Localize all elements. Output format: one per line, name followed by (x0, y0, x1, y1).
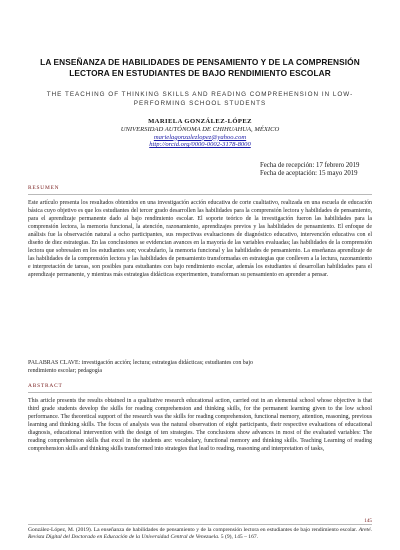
footer-divider (28, 524, 372, 525)
author-name: MARIELA GONZÁLEZ-LÓPEZ (148, 118, 252, 125)
author-email-link[interactable]: marielagonzalezlopez@yahoo.com (153, 133, 247, 141)
resumen-divider (28, 194, 372, 195)
resumen-heading: RESUMEN (28, 185, 60, 191)
article-title-line-1: LA ENSEÑANZA DE HABILIDADES DE PENSAMIENTO Y DE LA COMPRENSIÓN (40, 57, 360, 67)
citation-main: González-López, M. (2019). La enseñanza de habilidades de pensamiento y de la comprensión lectora en estudiantes de bajo rendimiento escolar. (28, 527, 358, 533)
citation-tail: . 5 (9), 145 – 167. (218, 533, 259, 540)
author-orcid-link[interactable]: http://orcid.org/0000-0002-3178-8000 (149, 141, 251, 149)
citation (28, 527, 372, 541)
page-number: 145 (364, 518, 372, 524)
article-dates (260, 162, 380, 178)
keywords-paragraph: PALABRAS CLAVE: investigación acción; lectura; estrategias didácticas; estudiantes con bajo rendimiento escolar; pedagogía (28, 360, 253, 374)
abstract-divider (28, 392, 372, 393)
article-title (28, 57, 372, 79)
accepted-date: Fecha de aceptación: 15 mayo 2019 (260, 170, 358, 177)
author-block (28, 118, 372, 149)
article-title-line-2: LECTORA EN ESTUDIANTES DE BAJO RENDIMIENTO ESCOLAR (69, 68, 331, 78)
article-subtitle-english (28, 90, 372, 108)
author-affiliation: UNIVERSIDAD AUTÓNOMA DE CHIHUAHUA, MÉXICO (120, 125, 280, 133)
received-date: Fecha de recepción: 17 febrero 2019 (260, 162, 360, 169)
abstract-heading: ABSTRACT (28, 383, 63, 389)
resumen-paragraph: Este artículo presenta los resultados obtenidos en una investigación acción educativa de corte cualitativo, realizada en una escuela de educación básica cuyo objetivo es que los estudiantes del tercer grado desarrollen las habilidades para la comprensión lectora y habilidades de pensamiento, para el aprendizaje permanente dado al bajo rendimiento escolar. El soporte teórico de la investigación fueron las habilidades para la comprensión lectora, la memoria funcional, la atención, razonamiento, aprendizajes previos y las habilidades de pensamiento. El enfoque de análisis fue la observación natural a ocho participantes, sus respectivas evaluaciones de diagnóstico educativo, intervención educativa con el diseño de diez estrategias. En las conclusiones se evidencian avances en la mayoría de las variables evaluadas; las habilidades de la comprensión lectora que sobresalen en los estudiantes son; vocabulario, la memoria funcional y las habilidades de pensamiento. La enseñanza aprendizaje de las habilidades de la comprensión lectora y las habilidades de pensamiento transformadas en estrategias que conlleven a la lectura, razonamiento e interpretación de tareas, son posibles para estudiantes con bajo rendimiento escolar, además los estudiantes sí desarrollan habilidades para el aprendizaje permanente, y mientras más estrategias didácticas experimenten, transforman su pensamiento en aprender a pensar. (28, 200, 372, 278)
article-subtitle-line-1: THE TEACHING OF THINKING SKILLS AND READING COMPREHENSION IN LOW- (46, 91, 354, 98)
article-subtitle-line-2: PERFORMING SCHOOL STUDENTS (133, 100, 267, 107)
abstract-paragraph: This article presents the results obtained in a qualitative research educational action, carried out in an elemental school whose objective is that third grade students develop the skills for reading comprehension and thinking skills, for the permanent learning given to the low school performance. The theoretical support of the research was the skills for reading comprehension, functional memory, attention, reasoning, previous learning and thinking skills. The focus of analysis was the natural observation of eight participants, their respective evaluations of educational diagnosis, educational intervention with the design of ten strategies. The conclusions show advances in most of the evaluated variables: The reading comprehension skills that excel in the students are: vocabulary, functional memory and thinking skills. Teaching Learning of reading comprehension skills and thinking skills transformed into strategies that lead to reading, reasoning and interpretation of tasks, (28, 398, 372, 452)
citation-journal: Areté. Revista Digital del Doctorado en Educación de la Universidad Central de Venezuela (28, 527, 372, 540)
